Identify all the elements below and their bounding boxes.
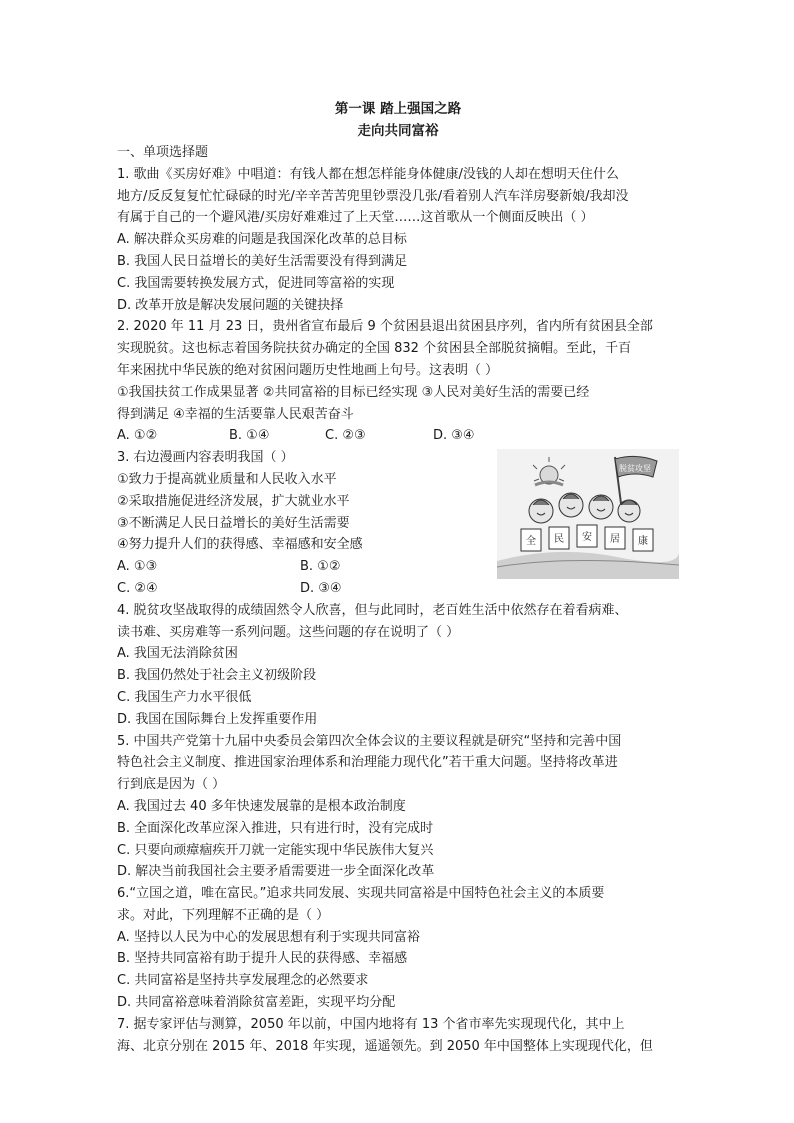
placard-char: 全 bbox=[526, 536, 536, 548]
option-a: A. ①③ bbox=[117, 559, 158, 575]
question-7 bbox=[117, 1014, 679, 1058]
option-d: D. 我国在国际舞台上发挥重要作用 bbox=[117, 711, 318, 727]
option-b: B. 坚持共同富裕有助于提升人民的获得感、幸福感 bbox=[117, 951, 408, 967]
option-a: A. 我国无法消除贫困 bbox=[117, 646, 238, 662]
question-stem-line: 实现脱贫。这也标志着国务院扶贫办确定的全国 832 个贫困县全部脱贫摘帽。至此，千百 bbox=[117, 341, 632, 357]
question-stem-line: 有属于自己的一个避风港/买房好难难过了上天堂……这首歌从一个侧面反映出（ ） bbox=[117, 210, 594, 226]
option-a: A. 坚持以人民为中心的发展思想有利于实现共同富裕 bbox=[117, 929, 420, 945]
option-d: D. ③④ bbox=[300, 580, 342, 596]
question-stem-line: 地方/反反复复忙忙碌碌的时光/辛辛苦苦兜里钞票没几张/看着别人汽车洋房娶新娘/我却没 bbox=[117, 188, 629, 204]
statement-line: ③不断满足人民日益增长的美好生活需要 bbox=[117, 515, 350, 531]
option-d: D. 解决当前我国社会主要矛盾需要进一步全面深化改革 bbox=[117, 864, 435, 880]
statement-line: 得到满足 ④幸福的生活要靠人民艰苦奋斗 bbox=[117, 406, 354, 422]
question-stem-line: 4. 脱贫攻坚战取得的成绩固然令人欣喜，但与此同时，老百姓生活中依然存在着看病难、 bbox=[117, 602, 628, 618]
flag-text: 脱贫攻坚 bbox=[619, 464, 651, 474]
option-d: D. 改革开放是解决发展问题的关键抉择 bbox=[117, 297, 344, 313]
option-b: B. 我国仍然处于社会主义初级阶段 bbox=[117, 668, 317, 684]
option-b: B. ①④ bbox=[229, 428, 270, 444]
option-a: A. 解决群众买房难的问题是我国深化改革的总目标 bbox=[117, 232, 407, 248]
statement-line: ②采取措施促进经济发展，扩大就业水平 bbox=[117, 493, 350, 509]
lesson-subtitle: 走向共同富裕 bbox=[357, 123, 439, 139]
question-5 bbox=[117, 731, 679, 884]
question-stem-line: 2. 2020 年 11 月 23 日，贵州省宣布最后 9 个贫困县退出贫困县序列，省内所有贫困县全部 bbox=[117, 319, 653, 335]
question-4 bbox=[117, 600, 679, 731]
statement-line: ①致力于提高就业质量和人民收入水平 bbox=[117, 471, 337, 487]
placard-char: 居 bbox=[610, 534, 620, 546]
placard-char: 康 bbox=[638, 536, 648, 548]
option-c: C. ②④ bbox=[117, 580, 158, 596]
statement-line: ④努力提升人们的获得感、幸福感和安全感 bbox=[117, 537, 363, 553]
placard-char: 民 bbox=[554, 534, 564, 546]
option-c: C. 我国生产力水平很低 bbox=[117, 689, 252, 705]
question-stem-line: 3. 右边漫画内容表明我国（ ） bbox=[117, 450, 294, 466]
option-c: C. 只要向顽瘴痼疾开刀就一定能实现中华民族伟大复兴 bbox=[117, 842, 434, 858]
options-row bbox=[117, 578, 679, 600]
option-c: C. ②③ bbox=[325, 428, 366, 444]
question-stem-line: 特色社会主义制度、推进国家治理体系和治理能力现代化”若干重大问题。坚持将改革进 bbox=[117, 755, 618, 771]
question-stem-line: 1. 歌曲《买房好难》中唱道：有钱人都在想怎样能身体健康/没钱的人却在想明天住什么 bbox=[117, 166, 619, 182]
option-d: D. ③④ bbox=[433, 428, 475, 444]
placards bbox=[521, 525, 653, 551]
option-c: C. 共同富裕是坚持共享发展理念的必然要求 bbox=[117, 973, 369, 989]
option-b: B. 全面深化改革应深入推进，只有进行时，没有完成时 bbox=[117, 820, 434, 836]
lesson-title: 第一课 踏上强国之路 bbox=[334, 101, 462, 117]
section-heading: 一、单项选择题 bbox=[117, 145, 209, 160]
placard-char: 安 bbox=[582, 532, 592, 544]
option-b: B. ①② bbox=[300, 559, 341, 575]
question-stem-line: 海、北京分别在 2015 年、2018 年实现，遥遥领先。到 2050 年中国整体上实现现代化，但 bbox=[117, 1038, 653, 1054]
question-2 bbox=[117, 316, 679, 447]
question-stem-line: 年来困扰中华民族的绝对贫困问题历史性地画上句号。这表明（ ） bbox=[117, 362, 499, 378]
statement-line: ①我国扶贫工作成果显著 ②共同富裕的目标已经实现 ③人民对美好生活的需要已经 bbox=[117, 384, 590, 400]
question-stem-line: 行到底是因为（ ） bbox=[117, 777, 226, 793]
question-3 bbox=[117, 447, 679, 600]
question-6 bbox=[117, 883, 679, 1014]
option-d: D. 共同富裕意味着消除贫富差距，实现平均分配 bbox=[117, 995, 396, 1011]
question-stem-line: 6.“立国之道，唯在富民。”追求共同发展、实现共同富裕是中国特色社会主义的本质要 bbox=[117, 886, 605, 902]
options-row bbox=[117, 425, 679, 447]
question-stem-line: 5. 中国共产党第十九届中央委员会第四次全体会议的主要议程就是研究“坚持和完善中国 bbox=[117, 733, 622, 749]
question-stem-line: 读书难、买房难等一系列问题。这些问题的存在说明了（ ） bbox=[117, 624, 460, 640]
question-1 bbox=[117, 164, 679, 317]
question-stem-line: 7. 据专家评估与测算，2050 年以前，中国内地将有 13 个省市率先实现现代化，其中上 bbox=[117, 1016, 625, 1032]
option-c: C. 我国需要转换发展方式，促进同等富裕的实现 bbox=[117, 275, 395, 291]
document-page bbox=[117, 98, 679, 1057]
option-a: A. ①② bbox=[117, 428, 158, 444]
option-a: A. 我国过去 40 多年快速发展靠的是根本政治制度 bbox=[117, 798, 406, 814]
option-b: B. 我国人民日益增长的美好生活需要没有得到满足 bbox=[117, 253, 408, 269]
question-stem-line: 求。对此，下列理解不正确的是（ ） bbox=[117, 907, 330, 923]
cartoon-image bbox=[497, 449, 679, 579]
